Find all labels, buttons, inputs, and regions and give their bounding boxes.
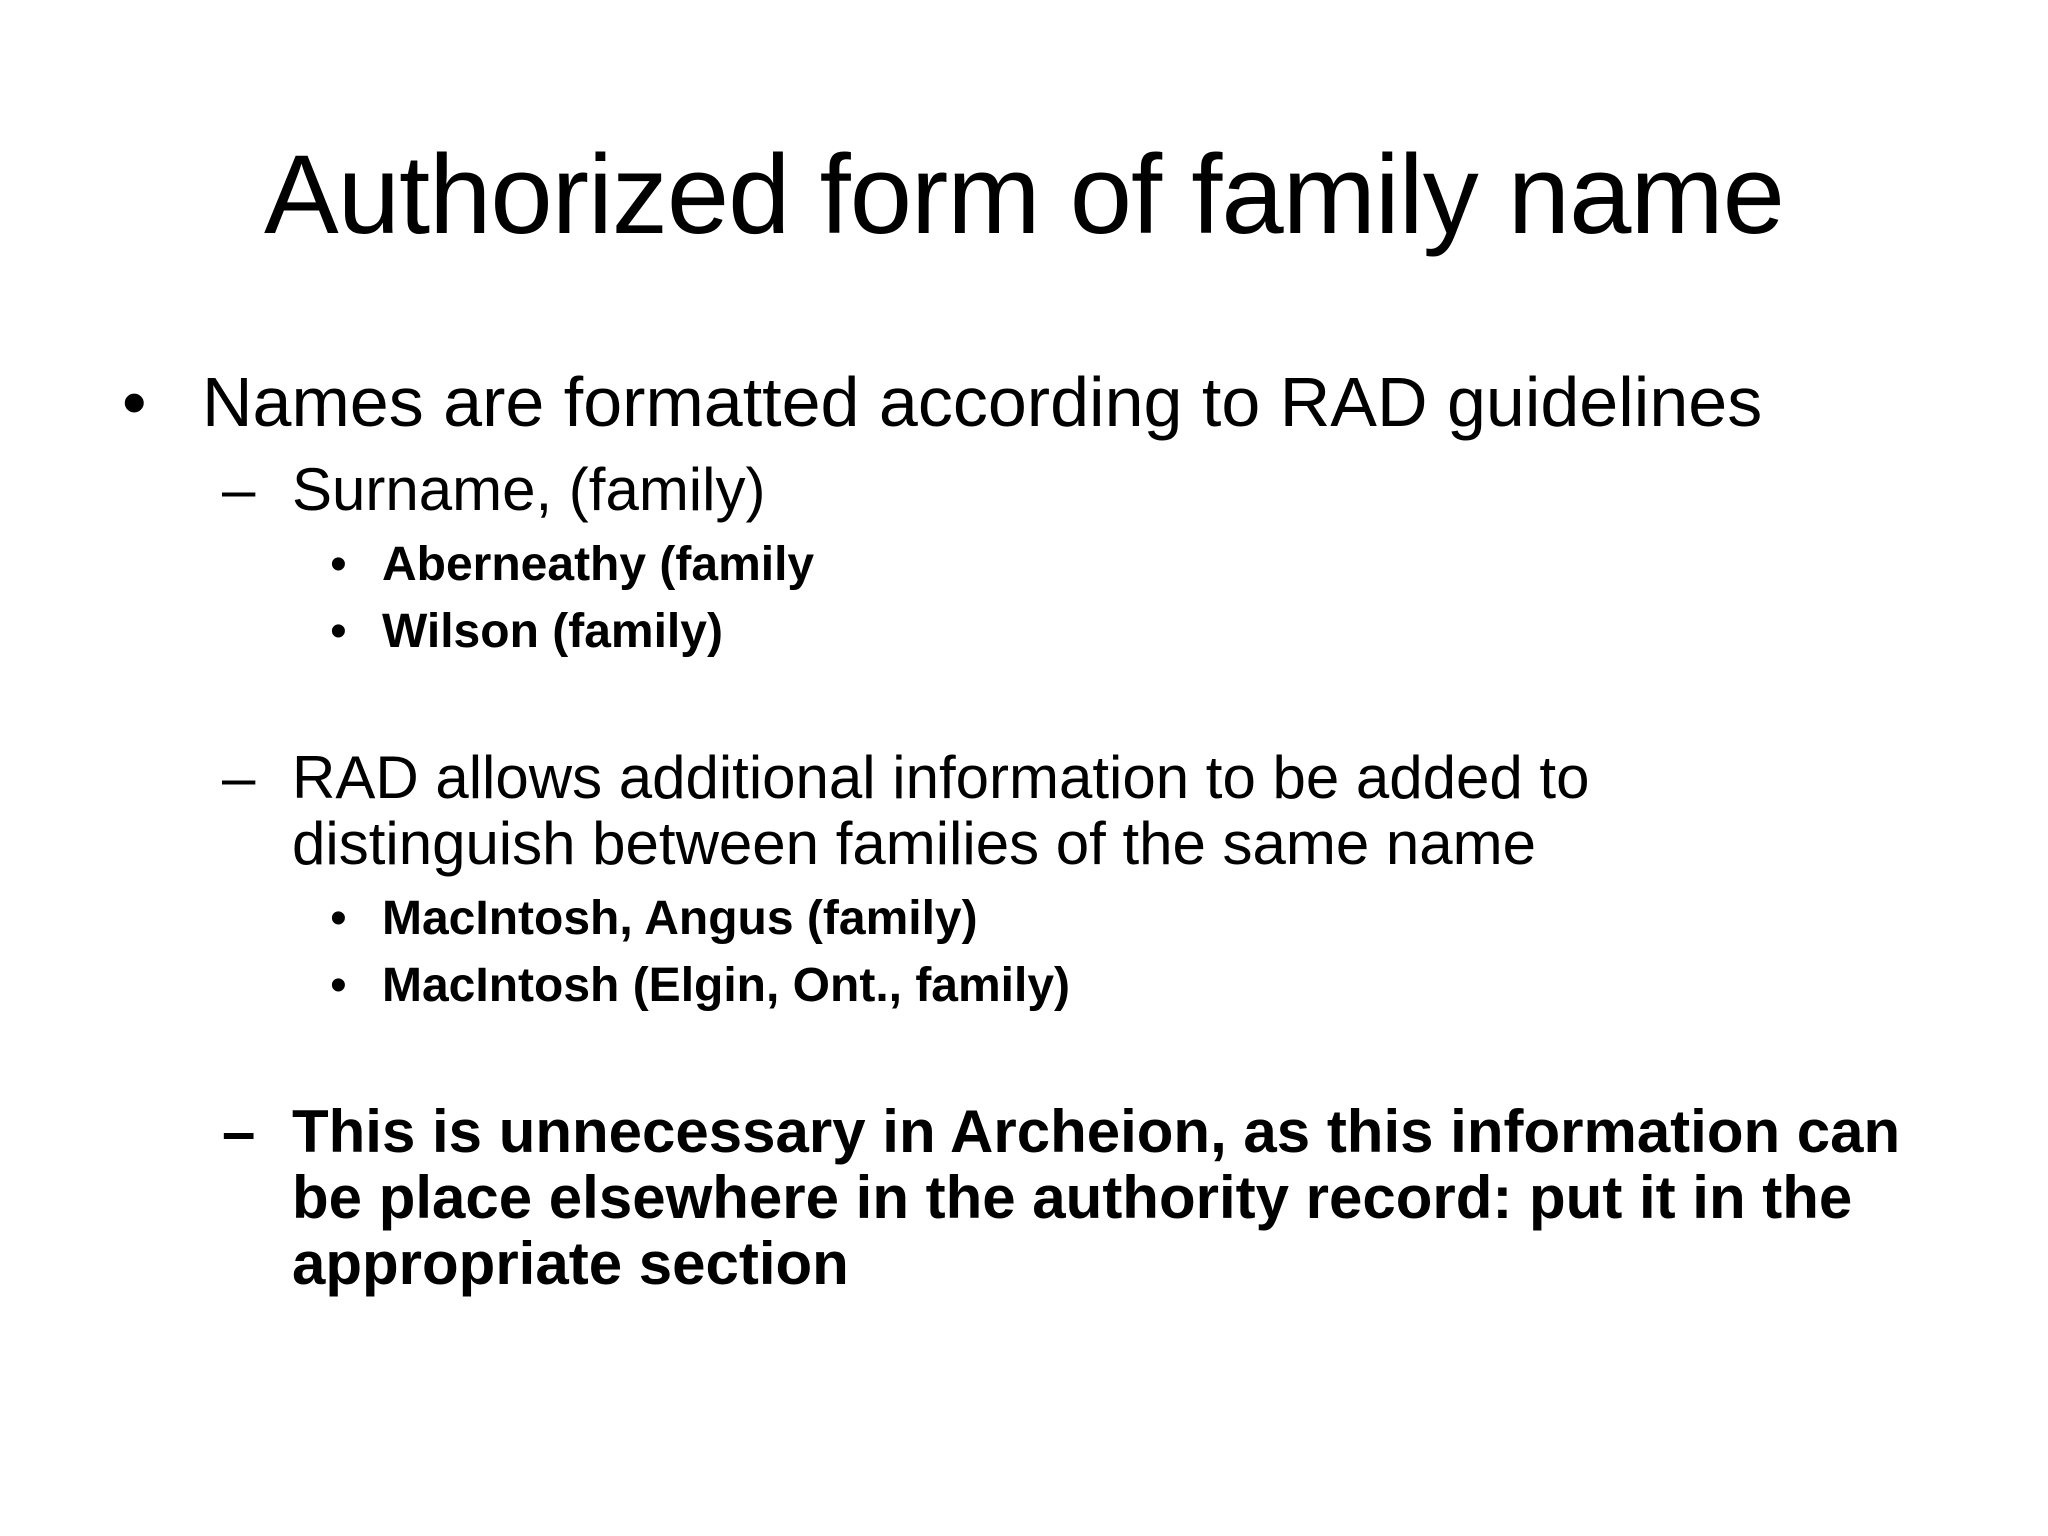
- bullet-marker: •: [330, 892, 347, 945]
- bullet-marker: •: [330, 538, 347, 591]
- dash-marker: –: [222, 456, 256, 523]
- dash-text-line-2: distinguish between families of the same name: [292, 810, 1537, 877]
- dash-marker: –: [222, 744, 256, 811]
- bullet-marker: •: [330, 605, 347, 658]
- dash-text: Surname, (family): [292, 456, 766, 523]
- dash-text-line-1: RAD allows additional information to be added to: [292, 744, 1590, 811]
- dash-marker: –: [222, 1098, 256, 1165]
- dash-text-line-1: This is unnecessary in Archeion, as this information can: [292, 1098, 1901, 1165]
- dash-text-line-2: be place elsewhere in the authority record: put it in the: [292, 1164, 1853, 1231]
- example-text: Wilson (family): [382, 605, 723, 658]
- slide-title: Authorized form of family name: [264, 132, 1784, 257]
- bullet-marker: •: [330, 959, 347, 1012]
- bullet-text: Names are formatted according to RAD guidelines: [202, 363, 1763, 441]
- example-text: MacIntosh, Angus (family): [382, 892, 978, 945]
- example-text: MacIntosh (Elgin, Ont., family): [382, 959, 1071, 1012]
- dash-text-line-3: appropriate section: [292, 1230, 849, 1297]
- bullet-marker: •: [122, 363, 147, 441]
- example-text: Aberneathy (family: [382, 538, 815, 591]
